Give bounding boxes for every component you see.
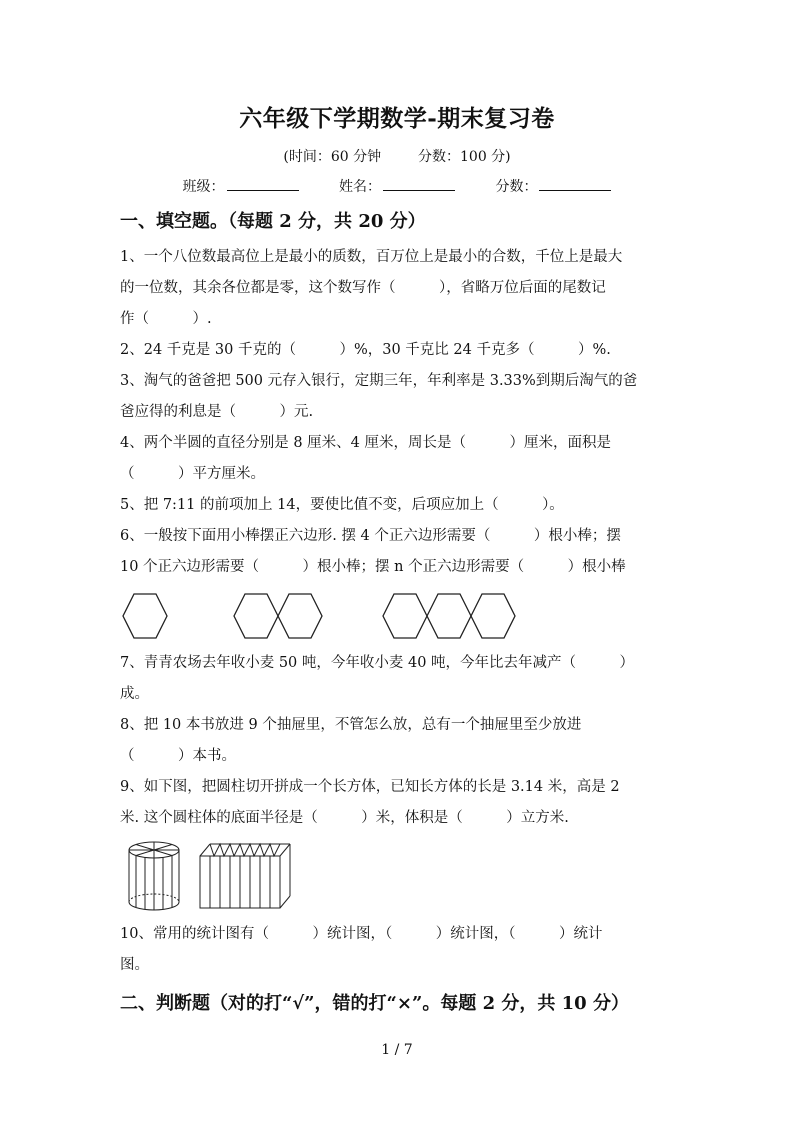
section-2-title: 二、判断题（对的打“√”，错的打“×”。每题 2 分，共 10 分） — [120, 993, 629, 1014]
hexagon-1 — [123, 594, 167, 638]
question-line: 9、如下图，把圆柱切开拼成一个长方体，已知长方体的长是 3.14 米，高是 2 — [120, 779, 620, 795]
section-1-title: 一、填空题。（每题 2 分，共 20 分） — [120, 211, 426, 232]
question-line: 10 个正六边形需要（ ）根小棒；摆 n 个正六边形需要（ ）根小棒 — [120, 559, 626, 575]
cylinder-to-cuboid-figure — [124, 838, 304, 914]
hexagon-3b — [427, 594, 471, 638]
total-score: 分数：100 分) — [418, 149, 511, 165]
name-blank — [383, 176, 455, 191]
class-blank — [227, 176, 299, 191]
question-line: 7、青青农场去年收小麦 50 吨，今年收小麦 40 吨，今年比去年减产（ ） — [120, 655, 635, 671]
class-field — [183, 176, 299, 196]
question-line: 5、把 7:11 的前项加上 14，要使比值不变，后项应加上（ ）。 — [120, 497, 564, 513]
question-line: （ ）平方厘米。 — [120, 466, 265, 482]
question-line: 米. 这个圆柱体的底面半径是（ ）米，体积是（ ）立方米. — [120, 810, 569, 826]
page-number: 1 / 7 — [381, 1042, 413, 1058]
question-line: 3、淘气的爸爸把 500 元存入银行，定期三年，年利率是 3.33%到期后淘气的爸 — [120, 373, 638, 389]
question-line: 6、一般按下面用小棒摆正六边形. 摆 4 个正六边形需要（ ）根小棒；摆 — [120, 528, 621, 544]
hexagon-2a — [234, 594, 278, 638]
hexagon-3c — [471, 594, 515, 638]
name-field — [339, 176, 455, 196]
question-line: 爸应得的利息是（ ）元. — [120, 404, 314, 420]
hexagon-3a — [383, 594, 427, 638]
question-line: 作（ ）. — [120, 311, 212, 327]
question-line: 图。 — [120, 957, 149, 973]
question-line: 的一位数，其余各位都是零，这个数写作（ ），省略万位后面的尾数记 — [120, 280, 606, 296]
cylinder-shape — [129, 842, 179, 910]
question-line: 8、把 10 本书放进 9 个抽屉里，不管怎么放，总有一个抽屉里至少放进 — [120, 717, 582, 733]
class-label: 班级： — [182, 179, 225, 195]
question-line: 10、常用的统计图有（ ）统计图，（ ）统计图，（ ）统计 — [120, 926, 603, 942]
exam-meta — [0, 146, 794, 166]
question-line: 2、24 千克是 30 千克的（ ）%，30 千克比 24 千克多（ ）%. — [120, 342, 611, 358]
name-label: 姓名： — [339, 179, 381, 195]
student-info — [0, 176, 794, 196]
question-line: （ ）本书。 — [120, 748, 236, 764]
score-label: 分数： — [495, 179, 538, 195]
hexagon-sequence-figure — [118, 590, 538, 646]
score-blank — [539, 176, 611, 191]
score-field — [495, 176, 611, 196]
question-line: 1、一个八位数最高位上是最小的质数，百万位上是最小的合数，千位上是最大 — [120, 249, 623, 265]
hexagon-2b — [278, 594, 322, 638]
question-line: 4、两个半圆的直径分别是 8 厘米、4 厘米，周长是（ ）厘米，面积是 — [120, 435, 612, 451]
time-limit: (时间：60 分钟 — [283, 149, 382, 165]
page-title: 六年级下学期数学-期末复习卷 — [239, 105, 555, 132]
question-line: 成。 — [120, 686, 149, 702]
cuboid-shape — [200, 844, 290, 908]
